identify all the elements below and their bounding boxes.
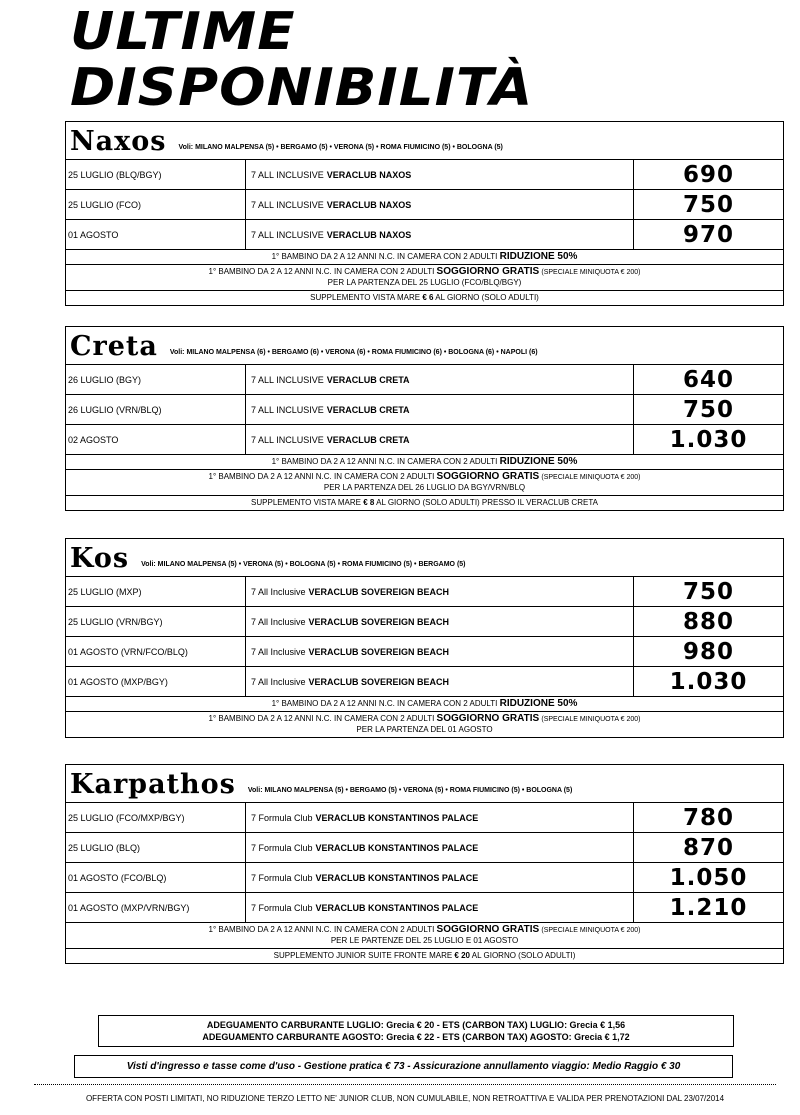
offer-price: 750 [682,578,734,605]
offer-description: 7 ALL INCLUSIVE VERACLUB NAXOS [246,190,634,219]
offer-date: 25 LUGLIO (BLQ) [66,833,246,862]
offer-description: 7 All Inclusive VERACLUB SOVEREIGN BEACH [246,577,634,606]
offer-date: 02 AGOSTO [66,425,246,454]
naxos-section [65,121,784,306]
offer-row [66,607,783,637]
offer-date: 25 LUGLIO (VRN/BGY) [66,607,246,636]
offer-description: 7 All Inclusive VERACLUB SOVEREIGN BEACH [246,637,634,666]
offer-date: 01 AGOSTO (MXP/BGY) [66,667,246,696]
child-discount-note: 1° BAMBINO DA 2 A 12 ANNI N.C. IN CAMERA CON 2 ADULTI RIDUZIONE 50% [66,250,783,265]
page-title [70,4,533,116]
offer-row [66,425,783,455]
offer-row [66,395,783,425]
offer-price: 1.050 [669,864,748,891]
fuel-surcharge-july: ADEGUAMENTO CARBURANTE LUGLIO: Grecia € 20 - ETS (CARBON TAX) LUGLIO: Grecia € 1,56 [206,1020,626,1030]
offer-row [66,160,783,190]
offer-price: 1.030 [669,426,748,453]
offer-row [66,893,783,923]
flights-info: Voli: MILANO MALPENSA (6) • BERGAMO (6) • VERONA (6) • ROMA FIUMICINO (6) • BOLOGNA (6) • NAPOLI (6) [169,349,538,356]
offer-price: 1.030 [669,668,748,695]
offer-description: 7 Formula Club VERACLUB KONSTANTINOS PALACE [246,803,634,832]
offer-date: 01 AGOSTO (VRN/FCO/BLQ) [66,637,246,666]
destination-name: Karpathos [70,769,236,800]
offer-row [66,667,783,697]
offer-price: 970 [682,221,734,248]
child-discount-note: 1° BAMBINO DA 2 A 12 ANNI N.C. IN CAMERA CON 2 ADULTI RIDUZIONE 50% [66,697,783,712]
kos-section [65,538,784,738]
offer-description: 7 ALL INCLUSIVE VERACLUB CRETA [246,425,634,454]
fees-box: Visti d'ingresso e tasse come d'uso - Gestione pratica € 73 - Assicurazione annullamento viaggio: Medio Raggio € 30 [74,1055,733,1078]
flights-info: Voli: MILANO MALPENSA (5) • VERONA (5) • BOLOGNA (5) • ROMA FIUMICINO (5) • BERGAMO (5) [141,561,466,568]
offer-description: 7 Formula Club VERACLUB KONSTANTINOS PALACE [246,893,634,922]
flights-info: Voli: MILANO MALPENSA (5) • BERGAMO (5) • VERONA (5) • ROMA FIUMICINO (5) • BOLOGNA (5) [178,144,503,151]
supplement-note: SUPPLEMENTO JUNIOR SUITE FRONTE MARE € 20 AL GIORNO (SOLO ADULTI) [273,951,576,960]
karpathos-header [66,765,783,803]
offer-date: 01 AGOSTO (FCO/BLQ) [66,863,246,892]
offer-date: 25 LUGLIO (BLQ/BGY) [66,160,246,189]
supplement-note: SUPPLEMENTO VISTA MARE € 6 AL GIORNO (SOLO ADULTI) [310,293,539,302]
offer-price: 750 [682,191,734,218]
title-line-1: ULTIME [70,2,296,62]
offer-description: 7 All Inclusive VERACLUB SOVEREIGN BEACH [246,667,634,696]
child-discount-note: 1° BAMBINO DA 2 A 12 ANNI N.C. IN CAMERA CON 2 ADULTI RIDUZIONE 50% [66,455,783,470]
offer-description: 7 ALL INCLUSIVE VERACLUB NAXOS [246,160,634,189]
offer-price: 750 [682,396,734,423]
supplement-note: SUPPLEMENTO VISTA MARE € 8 AL GIORNO (SOLO ADULTI) PRESSO IL VERACLUB CRETA [251,498,598,507]
child-free-note: 1° BAMBINO DA 2 A 12 ANNI N.C. IN CAMERA CON 2 ADULTI SOGGIORNO GRATIS (SPECIALE MINIQUOTA € 200) PER LE PARTENZE DEL 25 LUGLIO E 01 AGOSTO [66,923,783,949]
offer-price: 870 [682,834,734,861]
offer-row [66,577,783,607]
offer-row [66,833,783,863]
offer-row [66,365,783,395]
offer-price: 980 [682,638,734,665]
offer-date: 26 LUGLIO (BGY) [66,365,246,394]
child-free-note: 1° BAMBINO DA 2 A 12 ANNI N.C. IN CAMERA CON 2 ADULTI SOGGIORNO GRATIS (SPECIALE MINIQUOTA € 200) PER LA PARTENZA DEL 25 LUGLIO (FCO/BLQ/BGY) [66,265,783,291]
offer-price: 880 [682,608,734,635]
child-free-note: 1° BAMBINO DA 2 A 12 ANNI N.C. IN CAMERA CON 2 ADULTI SOGGIORNO GRATIS (SPECIALE MINIQUOTA € 200) PER LA PARTENZA DEL 26 LUGLIO DA BGY/VRN/BLQ [66,470,783,496]
naxos-header [66,122,783,160]
offer-description: 7 Formula Club VERACLUB KONSTANTINOS PALACE [246,833,634,862]
offer-description: 7 ALL INCLUSIVE VERACLUB CRETA [246,365,634,394]
fuel-surcharge-box [98,1015,734,1047]
karpathos-section [65,764,784,964]
offer-row [66,190,783,220]
offer-description: 7 Formula Club VERACLUB KONSTANTINOS PALACE [246,863,634,892]
offer-date: 26 LUGLIO (VRN/BLQ) [66,395,246,424]
offer-price: 690 [682,161,734,188]
offer-date: 01 AGOSTO [66,220,246,249]
offer-price: 640 [682,366,734,393]
destination-name: Creta [70,331,158,362]
offer-date: 01 AGOSTO (MXP/VRN/BGY) [66,893,246,922]
destination-name: Kos [70,543,130,574]
kos-header [66,539,783,577]
offer-date: 25 LUGLIO (MXP) [66,577,246,606]
offer-disclaimer: OFFERTA CON POSTI LIMITATI, NO RIDUZIONE TERZO LETTO NE' JUNIOR CLUB, NON CUMULABILE, NON RETROATTIVA E VALIDA PER PRENOTAZIONI DAL 23/07/2014 [85,1094,725,1103]
offer-date: 25 LUGLIO (FCO) [66,190,246,219]
offer-price: 780 [682,804,734,831]
destination-name: Naxos [70,126,167,157]
offer-row [66,220,783,250]
flights-info: Voli: MILANO MALPENSA (5) • BERGAMO (5) • VERONA (5) • ROMA FIUMICINO (5) • BOLOGNA (5) [247,787,573,794]
title-line-2: DISPONIBILITÀ [70,58,534,118]
fuel-surcharge-august: ADEGUAMENTO CARBURANTE AGOSTO: Grecia € 22 - ETS (CARBON TAX) AGOSTO: Grecia € 1,72 [202,1032,630,1042]
creta-section [65,326,784,511]
offer-price: 1.210 [669,894,748,921]
offer-description: 7 ALL INCLUSIVE VERACLUB CRETA [246,395,634,424]
offer-row [66,863,783,893]
child-free-note: 1° BAMBINO DA 2 A 12 ANNI N.C. IN CAMERA CON 2 ADULTI SOGGIORNO GRATIS (SPECIALE MINIQUOTA € 200) PER LA PARTENZA DEL 01 AGOSTO [208,713,641,734]
offer-description: 7 ALL INCLUSIVE VERACLUB NAXOS [246,220,634,249]
offer-date: 25 LUGLIO (FCO/MXP/BGY) [66,803,246,832]
offer-description: 7 All Inclusive VERACLUB SOVEREIGN BEACH [246,607,634,636]
dotted-divider [34,1084,776,1085]
offer-row [66,803,783,833]
offer-row [66,637,783,667]
creta-header [66,327,783,365]
